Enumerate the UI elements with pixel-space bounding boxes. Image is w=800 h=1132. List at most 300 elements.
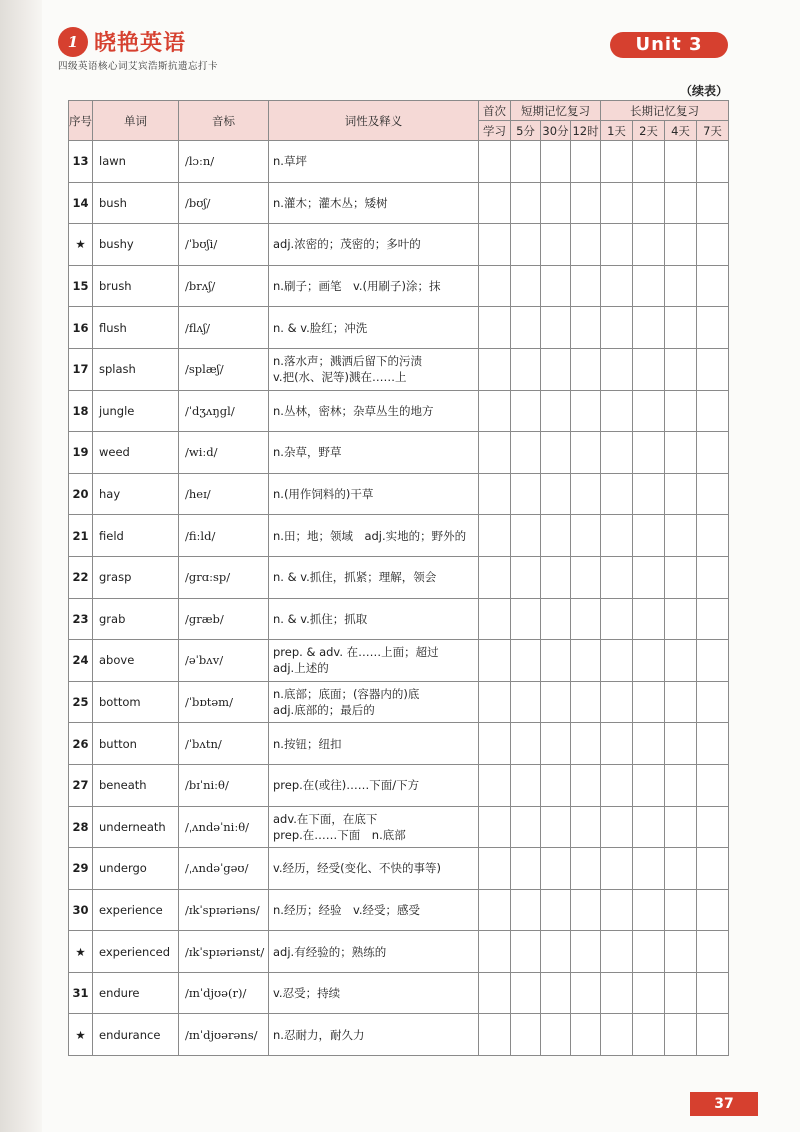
checkbox-review-5min (511, 848, 541, 890)
unit-badge: Unit 3 (610, 32, 728, 58)
checkbox-review-4day (665, 1014, 697, 1056)
row-definition (269, 931, 479, 973)
checkbox-review-2day (633, 1014, 665, 1056)
checkbox-review-4day (665, 265, 697, 307)
checkbox-review-1day (601, 390, 633, 432)
row-phonetic: /bɪˈniːθ/ (179, 764, 269, 806)
checkbox-review-1day (601, 889, 633, 931)
checkbox-review-2day (633, 348, 665, 390)
checkbox-review-12h (571, 307, 601, 349)
checkbox-review-2day (633, 598, 665, 640)
checkbox-review-12h (571, 806, 601, 848)
checkbox-review-4day (665, 224, 697, 266)
checkbox-review-7day (697, 640, 729, 682)
definition-line: adj.上述的 (273, 661, 329, 676)
checkbox-review-1day (601, 141, 633, 183)
checkbox-review-2day (633, 182, 665, 224)
row-word: button (93, 723, 179, 765)
checkbox-review-5min (511, 681, 541, 723)
checkbox-review-7day (697, 224, 729, 266)
col-header-definition: 词性及释义 (269, 101, 479, 141)
checkbox-review-30min (541, 640, 571, 682)
checkbox-review-7day (697, 390, 729, 432)
row-phonetic: /ˈbʌtn/ (179, 723, 269, 765)
table-row (69, 348, 729, 390)
checkbox-review-2day (633, 889, 665, 931)
row-word: weed (93, 432, 179, 474)
checkbox-review-4day (665, 931, 697, 973)
checkbox-review-7day (697, 681, 729, 723)
brand-subtitle: 四级英语核心词艾宾浩斯抗遗忘打卡 (58, 61, 219, 72)
checkbox-review-12h (571, 598, 601, 640)
checkbox-review-7day (697, 556, 729, 598)
checkbox-review-5min (511, 806, 541, 848)
checkbox-review-2day (633, 681, 665, 723)
col-header-first-bottom: 学习 (479, 121, 511, 141)
checkbox-review-2day (633, 141, 665, 183)
row-definition (269, 972, 479, 1014)
row-word: underneath (93, 806, 179, 848)
checkbox-review-1day (601, 972, 633, 1014)
book-spine (0, 0, 42, 1132)
checkbox-review-12h (571, 848, 601, 890)
checkbox-first-study (479, 972, 511, 1014)
col-header-12h: 12时 (571, 121, 601, 141)
checkbox-review-5min (511, 515, 541, 557)
checkbox-review-4day (665, 432, 697, 474)
checkbox-review-12h (571, 390, 601, 432)
table-row (69, 265, 729, 307)
checkbox-review-2day (633, 931, 665, 973)
row-number: 31 (69, 972, 93, 1014)
checkbox-review-2day (633, 723, 665, 765)
row-definition (269, 390, 479, 432)
checkbox-review-5min (511, 390, 541, 432)
definition-line: n.杂草，野草 (273, 445, 342, 460)
row-number: 13 (69, 141, 93, 183)
checkbox-review-7day (697, 1014, 729, 1056)
definition-line: adj.有经验的；熟练的 (273, 944, 387, 959)
row-definition (269, 764, 479, 806)
table-row (69, 556, 729, 598)
definition-line: prep. & adv. 在……上面；超过 (273, 645, 439, 660)
row-word: endure (93, 972, 179, 1014)
checkbox-review-2day (633, 432, 665, 474)
col-header-1day: 1天 (601, 121, 633, 141)
definition-line: v.忍受；持续 (273, 986, 341, 1001)
checkbox-review-30min (541, 224, 571, 266)
row-word: above (93, 640, 179, 682)
table-row (69, 307, 729, 349)
checkbox-first-study (479, 848, 511, 890)
checkbox-review-7day (697, 889, 729, 931)
checkbox-review-1day (601, 224, 633, 266)
checkbox-review-7day (697, 432, 729, 474)
row-word: endurance (93, 1014, 179, 1056)
brand-logo-icon: 1 (58, 27, 88, 57)
checkbox-review-1day (601, 307, 633, 349)
checkbox-review-12h (571, 182, 601, 224)
row-number: ★ (69, 1014, 93, 1056)
checkbox-first-study (479, 224, 511, 266)
row-definition (269, 432, 479, 474)
checkbox-review-2day (633, 806, 665, 848)
checkbox-review-2day (633, 848, 665, 890)
checkbox-review-1day (601, 182, 633, 224)
table-row (69, 723, 729, 765)
checkbox-review-5min (511, 141, 541, 183)
row-number: 22 (69, 556, 93, 598)
table-row (69, 473, 729, 515)
definition-line: v.把(水、泥等)溅在……上 (273, 370, 407, 385)
vocab-table (68, 100, 729, 1056)
checkbox-review-30min (541, 348, 571, 390)
col-header-long-term: 长期记忆复习 (601, 101, 729, 121)
checkbox-review-5min (511, 723, 541, 765)
checkbox-first-study (479, 681, 511, 723)
row-word: brush (93, 265, 179, 307)
checkbox-first-study (479, 806, 511, 848)
definition-line: n. & v.抓住，抓紧；理解，领会 (273, 570, 437, 585)
checkbox-review-5min (511, 931, 541, 973)
row-phonetic: /brʌʃ/ (179, 265, 269, 307)
checkbox-review-12h (571, 265, 601, 307)
row-definition (269, 848, 479, 890)
checkbox-review-30min (541, 889, 571, 931)
row-number: 20 (69, 473, 93, 515)
row-phonetic: /fiːld/ (179, 515, 269, 557)
checkbox-review-7day (697, 723, 729, 765)
checkbox-review-7day (697, 473, 729, 515)
checkbox-review-2day (633, 390, 665, 432)
row-number: 24 (69, 640, 93, 682)
checkbox-review-30min (541, 473, 571, 515)
checkbox-review-30min (541, 1014, 571, 1056)
row-definition (269, 1014, 479, 1056)
checkbox-review-30min (541, 931, 571, 973)
checkbox-review-5min (511, 224, 541, 266)
checkbox-review-1day (601, 515, 633, 557)
table-row (69, 390, 729, 432)
checkbox-review-30min (541, 972, 571, 1014)
row-number: 14 (69, 182, 93, 224)
checkbox-review-5min (511, 1014, 541, 1056)
row-number: ★ (69, 931, 93, 973)
definition-line: n.田；地；领域 adj.实地的；野外的 (273, 528, 467, 543)
checkbox-review-30min (541, 556, 571, 598)
table-row (69, 972, 729, 1014)
row-definition (269, 681, 479, 723)
checkbox-review-12h (571, 141, 601, 183)
checkbox-review-4day (665, 473, 697, 515)
definition-line: n.刷子；画笔 v.(用刷子)涂；抹 (273, 279, 441, 294)
checkbox-review-12h (571, 972, 601, 1014)
checkbox-review-4day (665, 515, 697, 557)
checkbox-review-4day (665, 307, 697, 349)
checkbox-review-30min (541, 598, 571, 640)
checkbox-review-4day (665, 806, 697, 848)
checkbox-review-2day (633, 556, 665, 598)
definition-line: n. & v.脸红；冲洗 (273, 320, 368, 335)
row-definition (269, 307, 479, 349)
row-phonetic: /heɪ/ (179, 473, 269, 515)
col-header-4day: 4天 (665, 121, 697, 141)
table-row (69, 182, 729, 224)
row-number: ★ (69, 224, 93, 266)
checkbox-first-study (479, 598, 511, 640)
checkbox-review-4day (665, 598, 697, 640)
row-definition (269, 889, 479, 931)
checkbox-review-12h (571, 764, 601, 806)
checkbox-review-4day (665, 764, 697, 806)
checkbox-review-30min (541, 723, 571, 765)
checkbox-first-study (479, 390, 511, 432)
row-number: 23 (69, 598, 93, 640)
definition-line: n.落水声；溅洒后留下的污渍 (273, 354, 422, 369)
row-phonetic: /ˈdʒʌŋgl/ (179, 390, 269, 432)
checkbox-first-study (479, 556, 511, 598)
checkbox-review-1day (601, 348, 633, 390)
checkbox-review-12h (571, 224, 601, 266)
checkbox-review-1day (601, 931, 633, 973)
definition-line: n.经历；经验 v.经受；感受 (273, 902, 421, 917)
row-word: bush (93, 182, 179, 224)
checkbox-review-1day (601, 681, 633, 723)
checkbox-review-2day (633, 972, 665, 1014)
row-definition (269, 640, 479, 682)
checkbox-review-5min (511, 598, 541, 640)
checkbox-first-study (479, 1014, 511, 1056)
checkbox-review-7day (697, 515, 729, 557)
row-word: bottom (93, 681, 179, 723)
table-row (69, 1014, 729, 1056)
row-number: 28 (69, 806, 93, 848)
row-word: bushy (93, 224, 179, 266)
page-number: 37 (690, 1092, 758, 1116)
row-definition (269, 515, 479, 557)
checkbox-review-4day (665, 390, 697, 432)
checkbox-review-7day (697, 265, 729, 307)
row-word: beneath (93, 764, 179, 806)
checkbox-review-2day (633, 473, 665, 515)
table-row (69, 640, 729, 682)
checkbox-first-study (479, 473, 511, 515)
col-header-word: 单词 (93, 101, 179, 141)
checkbox-review-4day (665, 723, 697, 765)
definition-line: adj.浓密的；茂密的；多叶的 (273, 237, 421, 252)
checkbox-first-study (479, 182, 511, 224)
row-definition (269, 182, 479, 224)
brand-name: 晓艳英语 (94, 31, 187, 56)
checkbox-review-1day (601, 640, 633, 682)
table-row (69, 848, 729, 890)
row-number: 21 (69, 515, 93, 557)
checkbox-review-7day (697, 348, 729, 390)
checkbox-review-1day (601, 598, 633, 640)
row-word: splash (93, 348, 179, 390)
row-definition (269, 473, 479, 515)
row-phonetic: /bʊʃ/ (179, 182, 269, 224)
checkbox-review-12h (571, 931, 601, 973)
checkbox-review-30min (541, 307, 571, 349)
checkbox-review-30min (541, 141, 571, 183)
row-number: 25 (69, 681, 93, 723)
table-row (69, 806, 729, 848)
checkbox-review-12h (571, 1014, 601, 1056)
table-row (69, 515, 729, 557)
table-row (69, 889, 729, 931)
checkbox-review-4day (665, 681, 697, 723)
row-number: 17 (69, 348, 93, 390)
table-row (69, 764, 729, 806)
row-number: 18 (69, 390, 93, 432)
col-header-7day: 7天 (697, 121, 729, 141)
checkbox-review-30min (541, 764, 571, 806)
checkbox-review-4day (665, 182, 697, 224)
row-number: 15 (69, 265, 93, 307)
checkbox-review-4day (665, 141, 697, 183)
checkbox-review-12h (571, 723, 601, 765)
row-definition (269, 224, 479, 266)
checkbox-review-7day (697, 598, 729, 640)
row-number: 30 (69, 889, 93, 931)
checkbox-review-1day (601, 1014, 633, 1056)
checkbox-review-2day (633, 265, 665, 307)
row-phonetic: /wiːd/ (179, 432, 269, 474)
checkbox-review-7day (697, 972, 729, 1014)
row-phonetic: /ˈbʊʃi/ (179, 224, 269, 266)
definition-line: n.灌木；灌木丛；矮树 (273, 195, 388, 210)
checkbox-review-12h (571, 889, 601, 931)
checkbox-review-2day (633, 515, 665, 557)
checkbox-review-2day (633, 224, 665, 266)
row-definition (269, 556, 479, 598)
checkbox-review-5min (511, 432, 541, 474)
row-definition (269, 141, 479, 183)
definition-line: n.草坪 (273, 154, 307, 169)
definition-line: n. & v.抓住；抓取 (273, 611, 368, 626)
col-header-phonetic: 音标 (179, 101, 269, 141)
checkbox-review-2day (633, 764, 665, 806)
row-word: grab (93, 598, 179, 640)
checkbox-review-1day (601, 432, 633, 474)
row-word: hay (93, 473, 179, 515)
col-header-first-top: 首次 (479, 101, 511, 121)
brand (58, 26, 186, 57)
row-phonetic: /ˌʌndəˈgəʊ/ (179, 848, 269, 890)
checkbox-first-study (479, 889, 511, 931)
checkbox-review-12h (571, 556, 601, 598)
col-header-short-term: 短期记忆复习 (511, 101, 601, 121)
checkbox-first-study (479, 764, 511, 806)
row-definition (269, 806, 479, 848)
checkbox-review-5min (511, 764, 541, 806)
row-word: experience (93, 889, 179, 931)
table-row (69, 141, 729, 183)
table-row (69, 224, 729, 266)
checkbox-review-4day (665, 848, 697, 890)
row-word: jungle (93, 390, 179, 432)
checkbox-first-study (479, 307, 511, 349)
checkbox-review-4day (665, 348, 697, 390)
row-number: 26 (69, 723, 93, 765)
checkbox-review-5min (511, 307, 541, 349)
row-word: undergo (93, 848, 179, 890)
checkbox-review-5min (511, 640, 541, 682)
checkbox-review-5min (511, 473, 541, 515)
checkbox-review-1day (601, 473, 633, 515)
checkbox-review-1day (601, 265, 633, 307)
continued-label: （续表） (680, 84, 729, 98)
checkbox-first-study (479, 723, 511, 765)
checkbox-review-4day (665, 640, 697, 682)
checkbox-review-12h (571, 348, 601, 390)
checkbox-review-30min (541, 681, 571, 723)
row-word: grasp (93, 556, 179, 598)
checkbox-review-5min (511, 182, 541, 224)
checkbox-review-7day (697, 764, 729, 806)
checkbox-review-4day (665, 972, 697, 1014)
row-number: 27 (69, 764, 93, 806)
row-number: 29 (69, 848, 93, 890)
checkbox-review-1day (601, 556, 633, 598)
checkbox-review-12h (571, 681, 601, 723)
col-header-2day: 2天 (633, 121, 665, 141)
col-header-30min: 30分 (541, 121, 571, 141)
checkbox-review-2day (633, 640, 665, 682)
checkbox-review-30min (541, 515, 571, 557)
row-phonetic: /splæʃ/ (179, 348, 269, 390)
checkbox-review-30min (541, 848, 571, 890)
checkbox-review-7day (697, 182, 729, 224)
checkbox-first-study (479, 640, 511, 682)
definition-line: n.(用作饲料的)干草 (273, 487, 374, 502)
checkbox-review-30min (541, 182, 571, 224)
row-word: field (93, 515, 179, 557)
row-word: flush (93, 307, 179, 349)
row-word: experienced (93, 931, 179, 973)
definition-line: v.经历，经受(变化、不快的事等) (273, 861, 442, 876)
checkbox-review-7day (697, 141, 729, 183)
definition-line: n.忍耐力，耐久力 (273, 1027, 365, 1042)
row-word: lawn (93, 141, 179, 183)
checkbox-review-30min (541, 432, 571, 474)
row-phonetic: /ɪnˈdjʊərəns/ (179, 1014, 269, 1056)
col-header-5min: 5分 (511, 121, 541, 141)
checkbox-review-7day (697, 806, 729, 848)
checkbox-review-4day (665, 556, 697, 598)
checkbox-review-12h (571, 515, 601, 557)
row-definition (269, 723, 479, 765)
definition-line: n.底部；底面；(容器内的)底 (273, 687, 420, 702)
checkbox-review-1day (601, 764, 633, 806)
checkbox-first-study (479, 348, 511, 390)
definition-line: adv.在下面，在底下 (273, 811, 378, 826)
checkbox-review-5min (511, 348, 541, 390)
row-phonetic: /əˈbʌv/ (179, 640, 269, 682)
checkbox-review-12h (571, 432, 601, 474)
table-row (69, 681, 729, 723)
checkbox-review-5min (511, 556, 541, 598)
checkbox-first-study (479, 141, 511, 183)
checkbox-review-5min (511, 889, 541, 931)
table-row (69, 598, 729, 640)
checkbox-review-2day (633, 307, 665, 349)
definition-line: n.按钮；纽扣 (273, 736, 342, 751)
checkbox-review-30min (541, 265, 571, 307)
definition-line: n.丛林，密林；杂草丛生的地方 (273, 403, 434, 418)
checkbox-review-1day (601, 806, 633, 848)
